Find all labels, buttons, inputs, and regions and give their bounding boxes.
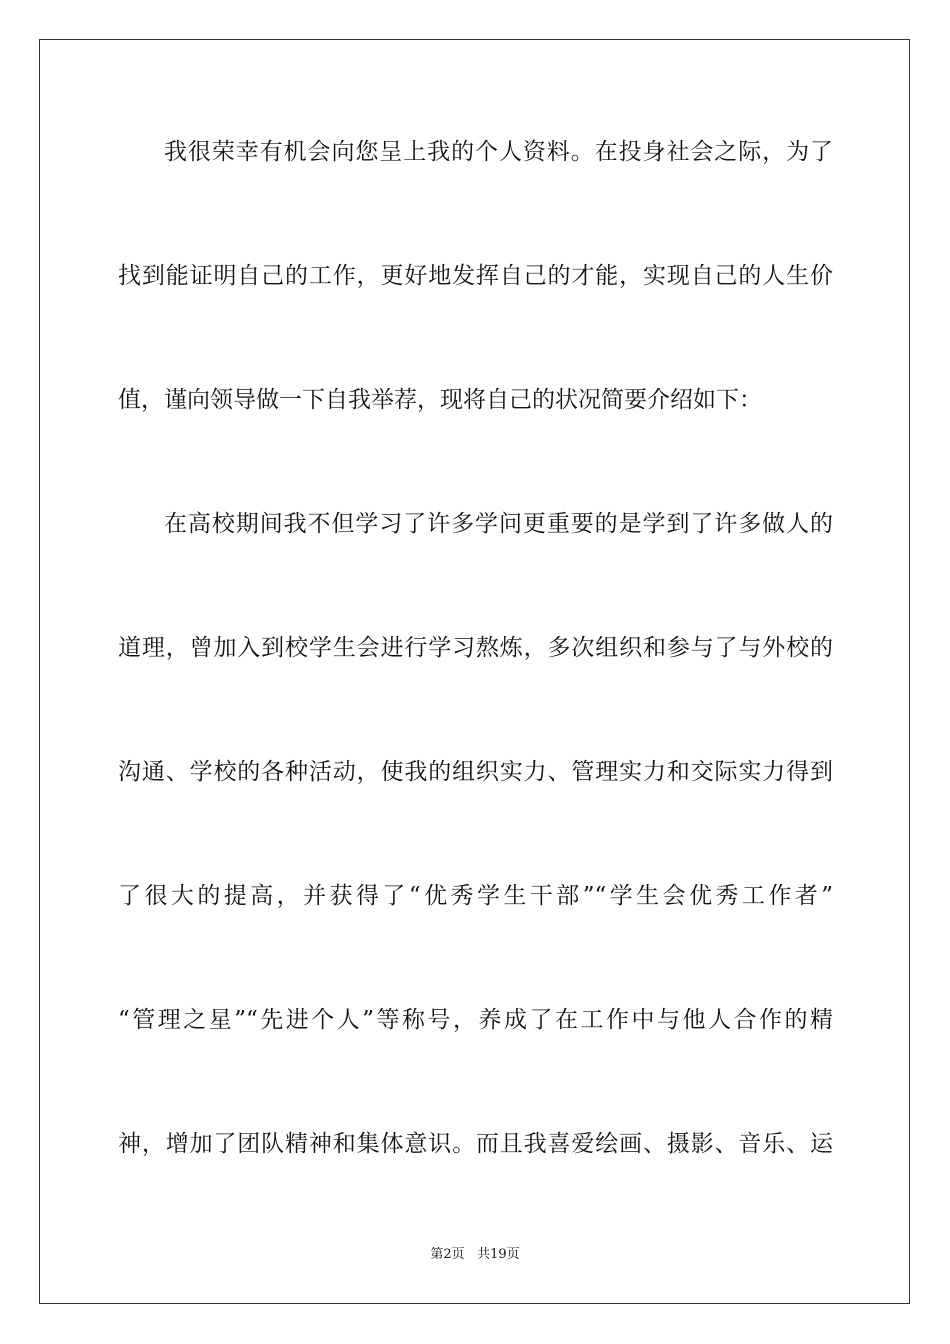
paragraph-1-line-1: 我很荣幸有机会向您呈上我的个人资料。在投身社会之际，为了 <box>164 139 833 165</box>
paragraph-2-line-5: “管理之星”“先进个人”等称号，养成了在工作中与他人合作的精 <box>118 1007 833 1033</box>
paragraph-1-line-2: 找到能证明自己的工作，更好地发挥自己的才能，实现自己的人生价 <box>118 263 833 289</box>
total-pages: 共19页 <box>477 1247 520 1262</box>
page-number: 第2页 <box>430 1247 465 1262</box>
page-footer <box>0 1246 950 1264</box>
paragraph-2-line-6: 神，增加了团队精神和集体意识。而且我喜爱绘画、摄影、音乐、运 <box>118 1131 833 1157</box>
paragraph-2-line-4: 了很大的提高，并获得了“优秀学生干部”“学生会优秀工作者” <box>118 883 833 909</box>
paragraph-2-line-2: 道理，曾加入到校学生会进行学习熬炼，多次组织和参与了与外校的 <box>118 635 833 661</box>
paragraph-1-line-3: 值，谨向领导做一下自我举荐，现将自己的状况简要介绍如下： <box>118 387 762 413</box>
paragraph-2-line-1: 在高校期间我不但学习了许多学问更重要的是学到了许多做人的 <box>164 511 833 537</box>
page-border <box>39 39 910 1304</box>
paragraph-2-line-3: 沟通、学校的各种活动，使我的组织实力、管理实力和交际实力得到 <box>118 759 833 785</box>
